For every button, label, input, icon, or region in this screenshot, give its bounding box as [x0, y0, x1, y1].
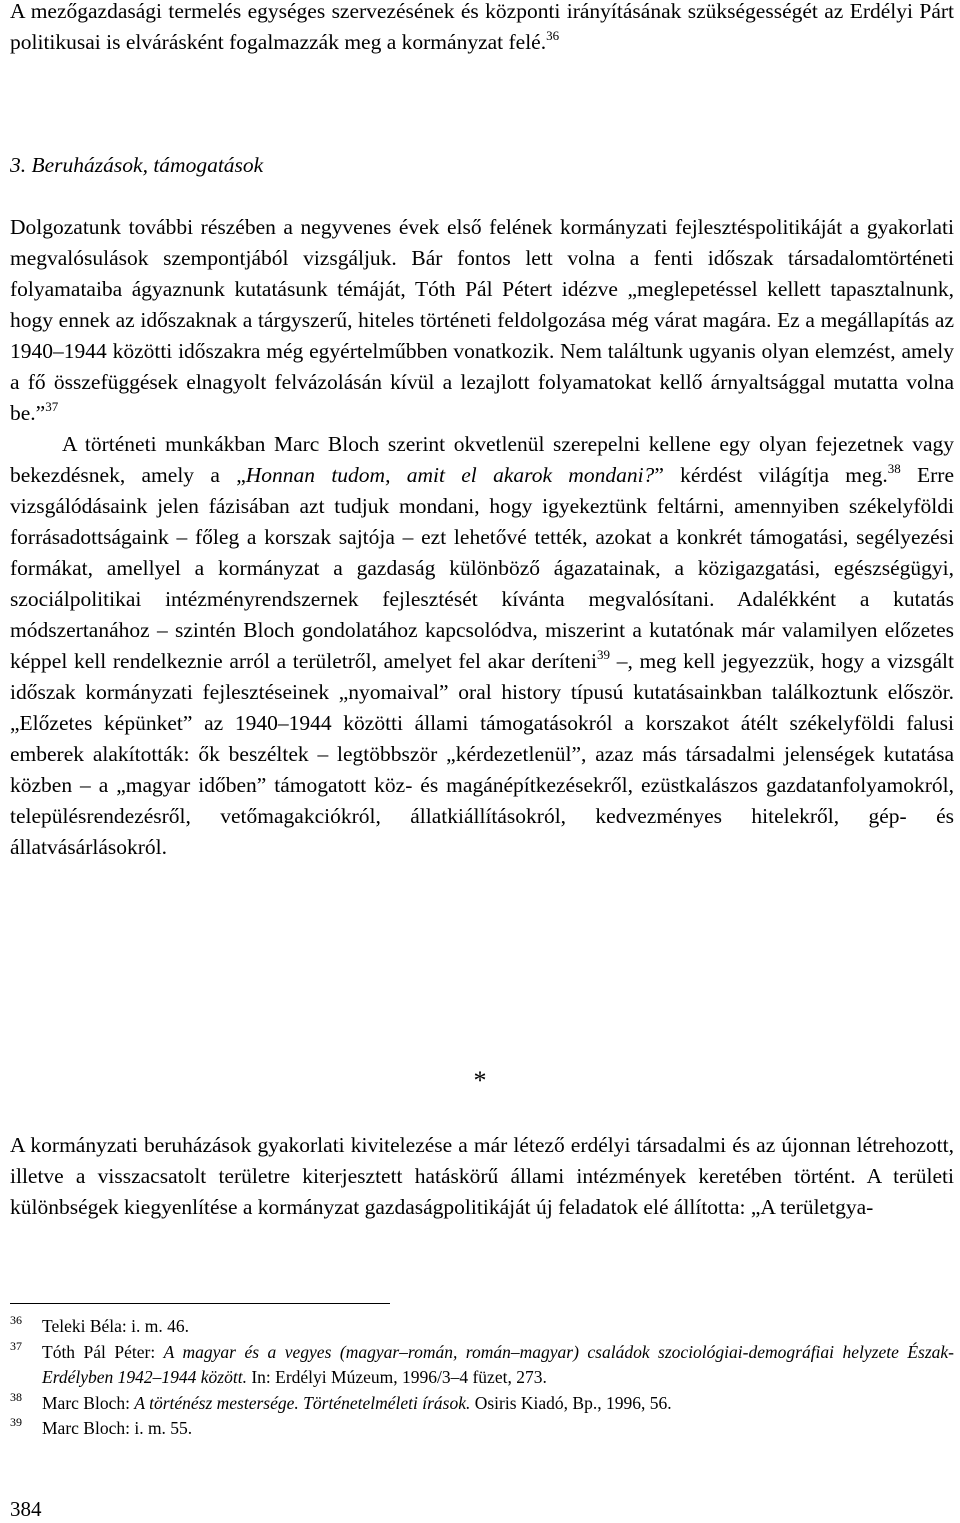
section-separator: *: [473, 1066, 487, 1095]
footnote-number: 38: [10, 1389, 22, 1404]
paragraph-2: [10, 212, 954, 863]
paragraph-2-part-1: Dolgozatunk további részében a negyvenes évek első felének kormányzati fejlesztéspolitikáját a gyakorlati megvalósulások szempontjából vizsgáljuk. Bár fontos lett volna a fenti időszak társadalomtörténeti folyamataiba ágyaznunk kutatásunk témáját, Tóth Pál Pétert idézve „meglepetéssel kellett tapasztalnunk, hogy ennek az időszaknak a tárgyszerű, hiteles történeti feldolgozása még várat magára. Ez a megállapítás az 1940–1944 közötti időszakra még egyértelműbben vonatkozik. Nem találtunk ugyanis olyan elemzést, amely a fő összefüggések elnagyolt felvázolásán kívül a lezajlott folyamatokat kellő árnyaltsággal mutatta volna be.”: [10, 215, 954, 425]
paragraph-1: [10, 0, 954, 58]
footnote-number: 36: [10, 1313, 22, 1327]
footnote-divider: [10, 1303, 390, 1304]
footnote-text: Teleki Béla: i. m. 46.: [42, 1316, 190, 1336]
footnote-37: [10, 1340, 954, 1391]
section-heading: [10, 150, 954, 181]
paragraph-2-part-2: A történeti munkákban Marc Bloch szerint okvetlenül szerepelni kellene egy olyan fejezetnek vagy bekezdésnek, amely a „: [10, 432, 954, 487]
footnote-text-italic: A magyar és a vegyes (magyar–román, román–magyar) családok szociológiai-demográfiai helyzete Észak-Erdélyben 1942–1944 között.: [42, 1341, 954, 1387]
paragraph-2-italic-question: Honnan tudom, amit el akarok mondani?: [245, 463, 655, 487]
footnote-text: Marc Bloch: i. m. 55.: [42, 1418, 193, 1438]
paragraph-1-text: A mezőgazdasági termelés egységes szervezésének és központi irányításának szükségességét az Erdélyi Párt politikusai is elvárásként fogalmazzák meg a kormányzat felé.: [10, 0, 954, 54]
footnote-number: 37: [10, 1338, 22, 1353]
footnote-ref-37[interactable]: 37: [45, 398, 59, 414]
footnote-text-post: Osiris Kiadó, Bp., 1996, 56.: [470, 1392, 672, 1413]
footnote-text-italic: A történész mestersége. Történetelméleti írások.: [134, 1392, 471, 1413]
footnote-text-pre: Marc Bloch:: [42, 1392, 135, 1413]
paragraph-3: [10, 1130, 954, 1223]
paragraph-2-part-4: –, meg kell jegyezzük, hogy a vizsgált időszak kormányzati fejlesztéseinek „nyomaival” oral history típusú kutatásainkban találkoztunk először. „Előzetes képünket” az 1940–1944 közötti állami támogatásokról a korszakot átélt székelyföldi falusi emberek alakították: ők beszéltek – legtöbbször „kérdezetlenül”, azaz más társadalmi jelenségek kutatása közben – a „magyar időben” támogatott köz- és magánépítkezésekről, ezüstkalászos gazdatanfolyamokról, településrendezésről, vetőmagakciókról, állatkiállításokról, kedvezményes hitelekről, gép- és állatvásárlásokról.: [10, 649, 954, 859]
footnote-ref-38[interactable]: 38: [887, 460, 901, 476]
footnote-ref-39[interactable]: 39: [597, 646, 611, 662]
footnote-36: [10, 1314, 954, 1340]
paragraph-3-text: A kormányzati beruházások gyakorlati kivitelezése a már létező erdélyi társadalmi és az újonnan létrehozott, illetve a visszacsatolt területre kiterjesztett hatáskörű állami intézmények keretében történt. A területi különbségek kiegyenlítése a kormányzat gazdaságpolitikáját új feladatok elé állította: „A területgya-: [10, 1133, 954, 1219]
footnote-38: [10, 1391, 954, 1417]
footnote-39: [10, 1416, 954, 1442]
footnote-ref-36[interactable]: 36: [546, 27, 560, 43]
footnote-text-pre: Tóth Pál Péter:: [42, 1341, 164, 1362]
footnotes: [10, 1314, 954, 1442]
page-number: 384: [10, 1497, 42, 1521]
footnote-number: 39: [10, 1415, 22, 1429]
section-heading-text: 3. Beruházások, támogatások: [10, 153, 264, 177]
footnote-text-post: In: Erdélyi Múzeum, 1996/3–4 füzet, 273.: [246, 1367, 547, 1387]
paragraph-2-part-3: Erre vizsgálódásaink jelen fázisában azt tudjuk mondani, hogy igyekeztünk feltárni, amennyiben székelyföldi forrásadottságaink – főleg a korszak sajtója – ezt lehetővé tették, azokat a konkrét támogatási, segélyezési formákat, amellyel a kormányzat a gazdaság különböző ágazatainak, a közigazgatási, egészségügyi, szociálpolitikai intézményrendszernek fejlesztését kívánta megvalósítani. Adalékként a kutatás módszertanához – szintén Bloch gondolatához kapcsolódva, miszerint a kutatónak már valamilyen előzetes képpel kell rendelkeznie arról a területről, amelyet fel akar deríteni: [10, 463, 955, 673]
paragraph-2-part-2-end: ” kérdést világítja meg.: [654, 463, 888, 487]
